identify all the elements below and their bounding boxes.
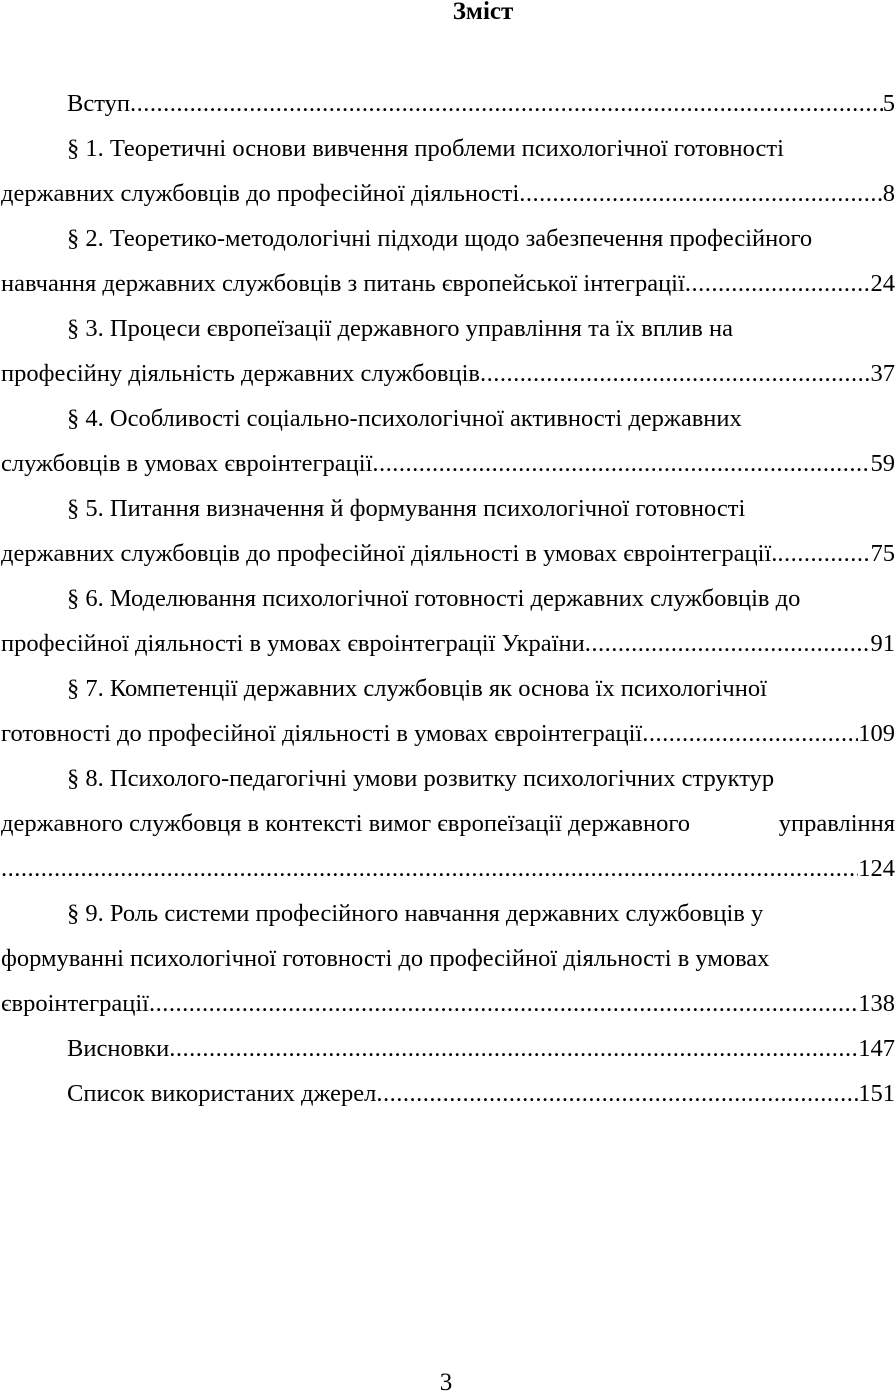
dot-leader: [519, 171, 882, 216]
toc-entry-title-continued: професійну діяльність державних службовців: [1, 360, 480, 387]
toc-entry-title: Вступ: [67, 90, 130, 117]
toc-entry-title: § 2. Теоретико-методологічні підходи щодо забезпечення професійного: [67, 225, 813, 252]
toc-page-number: 91: [870, 630, 895, 657]
toc-entry-title: Список використаних джерел: [67, 1080, 377, 1107]
toc-entry-title-continued: державного службовця в контексті вимог європеїзації державного: [1, 810, 691, 837]
toc-entry-title-continued: євроінтеграції: [1, 990, 149, 1017]
toc-entry-section-4[interactable]: [1, 396, 895, 486]
toc-entry-section-6[interactable]: [1, 576, 895, 666]
dot-leader: [149, 981, 858, 1026]
dot-leader: [376, 1071, 858, 1116]
toc-entry-title-continued: готовності до професійної діяльності в умовах євроінтеграції: [1, 720, 643, 747]
toc-entry-references[interactable]: [1, 1071, 895, 1116]
toc-entry-title-continued: навчання державних службовців з питань європейської інтеграції: [1, 270, 685, 297]
dot-leader: [372, 441, 870, 486]
toc-page-number: 24: [870, 270, 895, 297]
dot-leader: [585, 621, 871, 666]
dot-leader: [480, 351, 871, 396]
toc-entry-title: § 4. Особливості соціально-психологічної активності державних: [67, 405, 742, 432]
toc-entry-title: § 8. Психолого-педагогічні умови розвитку психологічних структур: [67, 765, 775, 792]
toc-page-number: 59: [870, 450, 895, 477]
toc-entry-section-1[interactable]: [1, 126, 895, 216]
toc-entry-introduction[interactable]: [1, 81, 895, 126]
toc-page-number: 138: [858, 990, 895, 1017]
toc-page-number: 147: [858, 1035, 895, 1062]
toc-entry-title-continued: формуванні психологічної готовності до професійної діяльності в умовах: [1, 945, 770, 972]
toc-entry-title: § 7. Компетенції державних службовців як основа їх психологічної: [67, 675, 767, 702]
dot-leader: [777, 531, 870, 576]
dot-leader: [169, 1026, 858, 1071]
toc-entry-title-continued: управління: [778, 810, 895, 837]
toc-page-number: 37: [870, 360, 895, 387]
toc-entry-title: § 3. Процеси європеїзації державного управління та їх вплив на: [67, 315, 733, 342]
table-of-contents: [1, 81, 895, 1116]
toc-entry-title: § 5. Питання визначення й формування психологічної готовності: [67, 495, 746, 522]
toc-entry-title: Висновки: [67, 1035, 170, 1062]
toc-entry-section-5[interactable]: [1, 486, 895, 576]
dot-leader: [130, 81, 883, 126]
toc-page-number: 5: [882, 90, 895, 117]
toc-entry-section-7[interactable]: [1, 666, 895, 756]
toc-entry-section-8[interactable]: [1, 756, 895, 891]
toc-entry-conclusions[interactable]: [1, 1026, 895, 1071]
toc-entry-title-continued: професійної діяльності в умовах євроінтеграції України: [1, 630, 585, 657]
toc-entry-title: § 1. Теоретичні основи вивчення проблеми психологічної готовності: [67, 135, 784, 162]
dot-leader: [685, 261, 871, 306]
toc-entry-section-2[interactable]: [1, 216, 895, 306]
toc-entry-section-3[interactable]: [1, 306, 895, 396]
toc-entry-title-continued: службовців в умовах євроінтеграції: [1, 450, 373, 477]
toc-page-number: 75: [870, 540, 895, 567]
toc-entry-title-continued: державних службовців до професійної діяльності в умовах євроінтеграції.: [1, 540, 778, 567]
page-number: 3: [439, 1369, 453, 1396]
toc-page-number: 8: [882, 180, 895, 207]
toc-page-number: 124: [858, 855, 895, 882]
dot-leader: [642, 711, 858, 756]
toc-entry-title-continued: державних службовців до професійної діяльності: [1, 180, 520, 207]
toc-entry-section-9[interactable]: [1, 891, 895, 1026]
page-title: Зміст: [452, 0, 514, 25]
toc-entry-title: § 9. Роль системи професійного навчання державних службовців у: [67, 900, 764, 927]
toc-page-number: 109: [858, 720, 895, 747]
toc-entry-title: § 6. Моделювання психологічної готовності державних службовців до: [67, 585, 801, 612]
toc-page-number: 151: [858, 1080, 895, 1107]
dot-leader: [1, 846, 858, 891]
